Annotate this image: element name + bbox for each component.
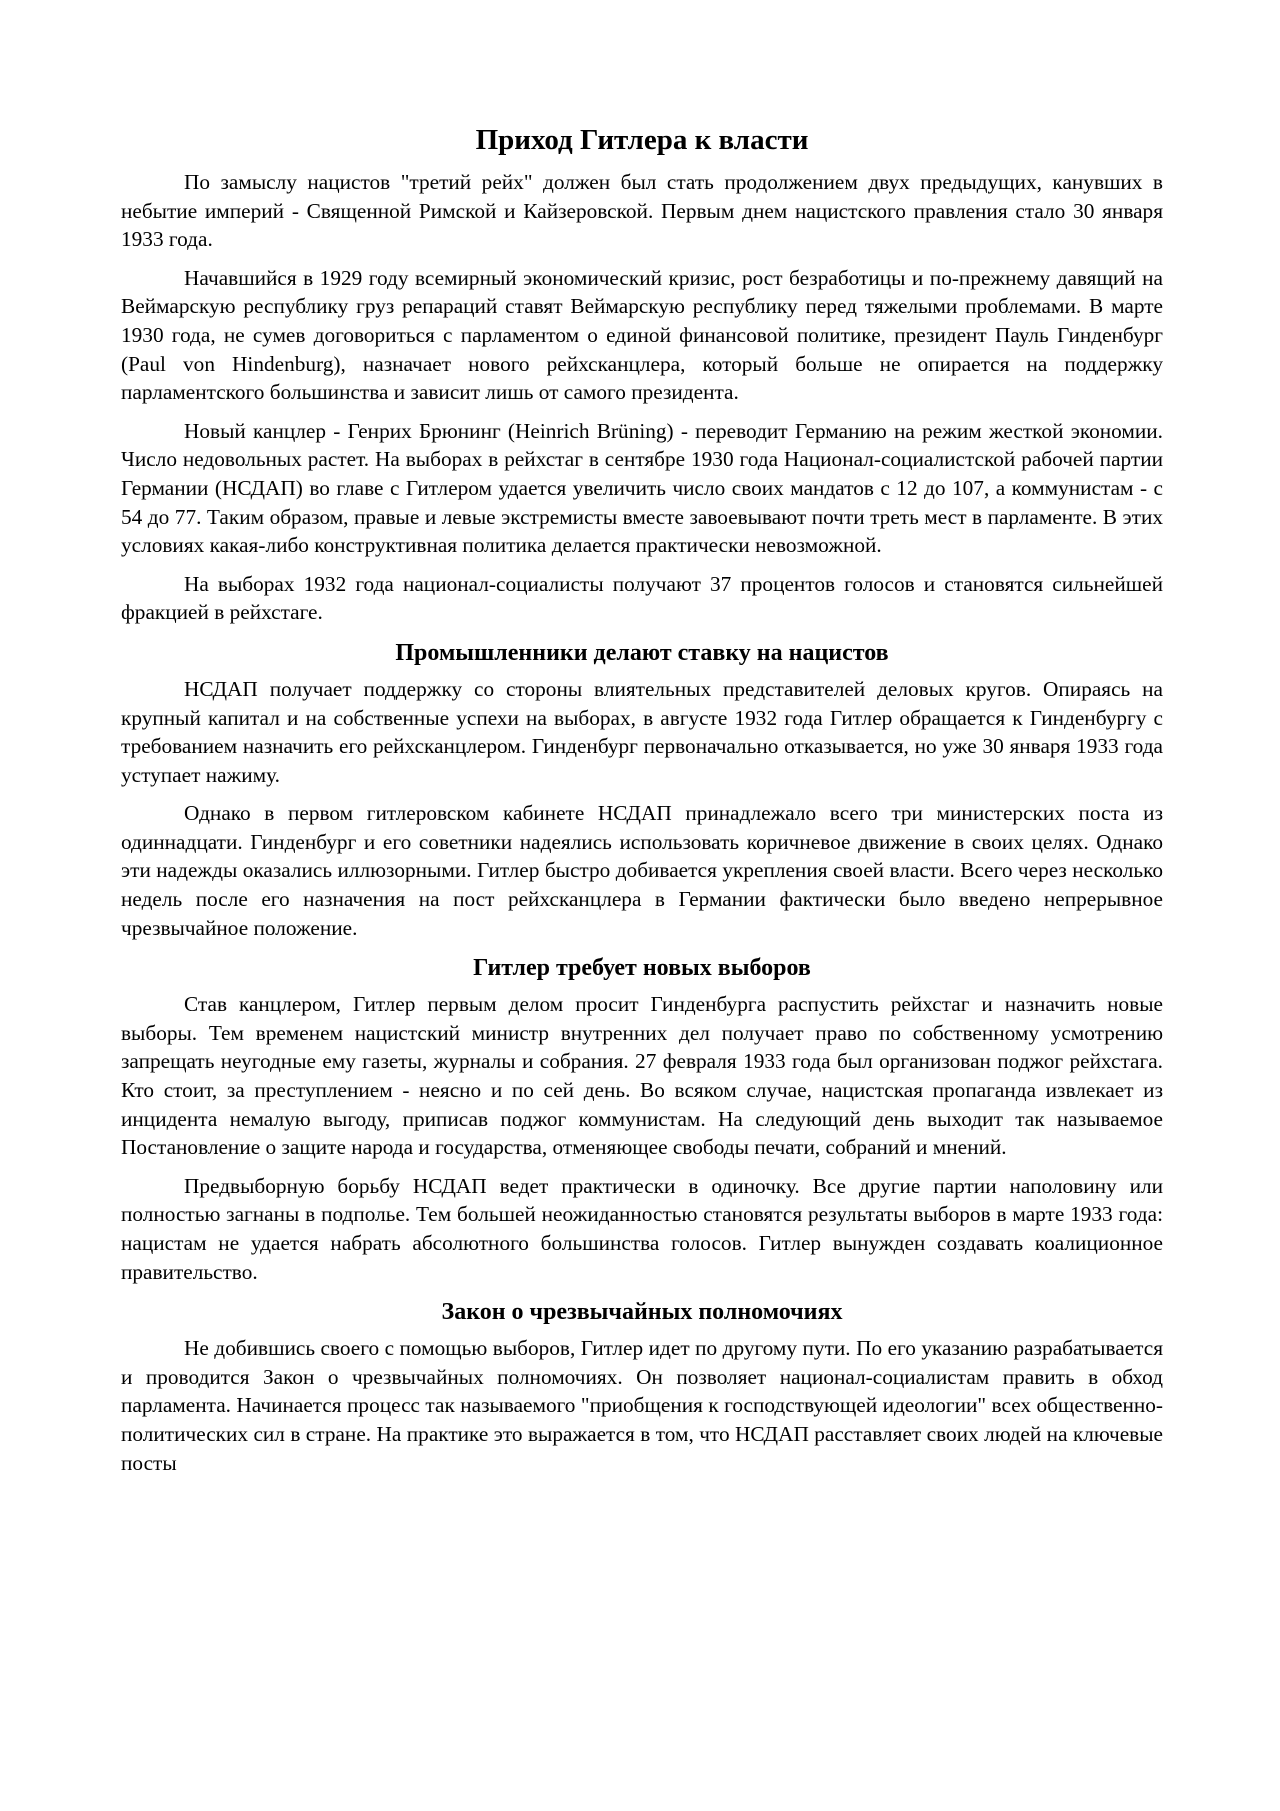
document-page bbox=[121, 122, 1163, 1487]
paragraph: Начавшийся в 1929 году всемирный экономический кризис, рост безработицы и по-прежнему давящий на Веймарскую республику груз репараций ставят Веймарскую республику перед тяжелыми проблемами. В марте 1930 года, не сумев договориться с парламентом о единой финансовой политике, президент Пауль Гинденбург (Paul von Hindenburg), назначает нового рейхсканцлера, который больше не опирается на поддержку парламентского большинства и зависит лишь от самого президента. bbox=[121, 265, 1163, 405]
section-heading: Гитлер требует новых выборов bbox=[473, 955, 811, 982]
section-heading: Промышленники делают ставку на нацистов bbox=[395, 639, 889, 666]
paragraph: Новый канцлер - Генрих Брюнинг (Heinrich Brüning) - переводит Германию на режим жесткой экономии. Число недовольных растет. На выборах в рейхстаг в сентябре 1930 года Национал-социалистской рабочей партии Германии (НСДАП) во главе с Гитлером удается увеличить число своих мандатов с 12 до 107, а коммунистам - с 54 до 77. Таким образом, правые и левые экстремисты вместе завоевывают почти треть мест в парламенте. В этих условиях какая-либо конструктивная политика делается практически невозможной. bbox=[121, 418, 1163, 558]
paragraph: Предвыборную борьбу НСДАП ведет практически в одиночку. Все другие партии наполовину или полностью загнаны в подполье. Тем большей неожиданностью становятся результаты выборов в марте 1933 года: нацистам не удается набрать абсолютного большинства голосов. Гитлер вынужден создавать коалиционное правительство. bbox=[121, 1173, 1163, 1284]
paragraph: Не добившись своего с помощью выборов, Гитлер идет по другому пути. По его указанию разрабатывается и проводится Закон о чрезвычайных полномочиях. Он позволяет национал-социалистам править в обход парламента. Начинается процесс так называемого "приобщения к господствующей идеологии" всех общественно-политических сил в стране. На практике это выражается в том, что НСДАП расставляет своих людей на ключевые посты bbox=[121, 1336, 1163, 1475]
paragraph: НСДАП получает поддержку со стороны влиятельных представителей деловых кругов. Опираясь на крупный капитал и на собственные успехи на выборах, в августе 1932 года Гитлер обращается к Гинденбургу с требованием назначить его рейхсканцлером. Гинденбург первоначально отказывается, но уже 30 января 1933 года уступает нажиму. bbox=[121, 676, 1163, 787]
paragraph: Став канцлером, Гитлер первым делом просит Гинденбурга распустить рейхстаг и назначить новые выборы. Тем временем нацистский министр внутренних дел получает право по собственному усмотрению запрещать неугодные ему газеты, журналы и собрания. 27 февраля 1933 года был организован поджог рейхстага. Кто стоит, за преступлением - неясно и по сей день. Во всяком случае, нацистская пропаганда извлекает из инцидента немалую выгоду, приписав поджог коммунистам. На следующий день выходит так называемое Постановление о защите народа и государства, отменяющее свободы печати, собраний и мнений. bbox=[121, 992, 1163, 1160]
document-title: Приход Гитлера к власти bbox=[475, 124, 809, 156]
paragraph: Однако в первом гитлеровском кабинете НСДАП принадлежало всего три министерских поста из одиннадцати. Гинденбург и его советники надеялись использовать коричневое движение в своих целях. Однако эти надежды оказались иллюзорными. Гитлер быстро добивается укрепления своей власти. Всего через несколько недель после его назначения на пост рейхсканцлера в Германии фактически было введено непрерывное чрезвычайное положение. bbox=[121, 801, 1163, 940]
section-heading: Закон о чрезвычайных полномочиях bbox=[441, 1299, 843, 1326]
paragraph: По замыслу нацистов "третий рейх" должен был стать продолжением двух предыдущих, канувших в небытие империй - Священной Римской и Кайзеровской. Первым днем нацистского правления стало 30 января 1933 года. bbox=[121, 170, 1163, 252]
paragraph: На выборах 1932 года национал-социалисты получают 37 процентов голосов и становятся сильнейшей фракцией в рейхстаге. bbox=[121, 571, 1163, 625]
